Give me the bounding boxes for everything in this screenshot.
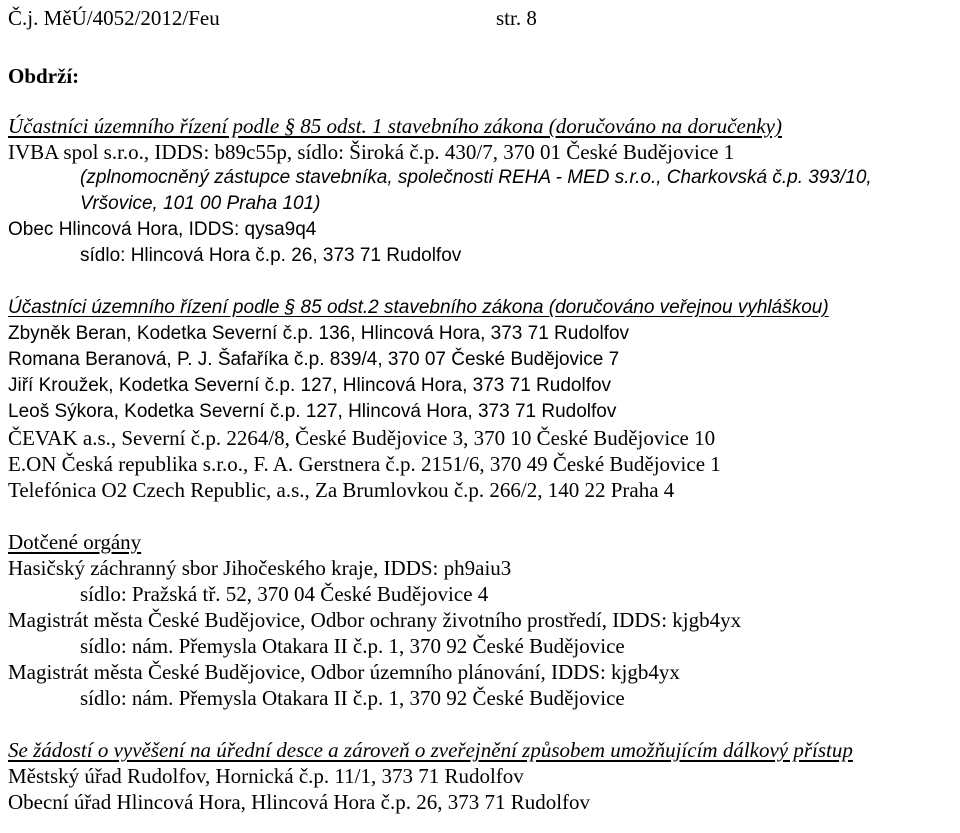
recipient-line: sídlo: Hlincová Hora č.p. 26, 373 71 Rudolfov <box>80 245 462 266</box>
list-item: Romana Beranová, P. J. Šafaříka č.p. 839/4, 370 07 České Budějovice 7 <box>8 349 620 370</box>
list-item: E.ON Česká republika s.r.o., F. A. Gerstnera č.p. 2151/6, 370 49 České Budějovice 1 <box>8 452 721 476</box>
recipients-heading: Obdrží: <box>8 64 80 88</box>
recipient-line: Magistrát města České Budějovice, Odbor ochrany životního prostředí, IDDS: kjgb4yx <box>8 608 742 632</box>
recipient-line: sídlo: Pražská tř. 52, 370 04 České Budějovice 4 <box>80 582 489 606</box>
page-number: str. 8 <box>496 6 537 30</box>
section-title: Účastníci územního řízení podle § 85 odst.2 stavebního zákona (doručováno veřejnou vyhláškou) <box>8 297 829 318</box>
section-title: Účastníci územního řízení podle § 85 odst. 1 stavebního zákona (doručováno na doručenky) <box>8 114 782 138</box>
recipient-line: Hasičský záchranný sbor Jihočeského kraje, IDDS: ph9aiu3 <box>8 556 512 580</box>
recipient-line: Obec Hlincová Hora, IDDS: qysa9q4 <box>8 219 317 240</box>
list-item: Leoš Sýkora, Kodetka Severní č.p. 127, Hlincová Hora, 373 71 Rudolfov <box>8 401 617 422</box>
document-reference: Č.j. MěÚ/4052/2012/Feu <box>8 6 220 30</box>
list-item: Jiří Kroužek, Kodetka Severní č.p. 127, Hlincová Hora, 373 71 Rudolfov <box>8 375 612 396</box>
section-title: Dotčené orgány <box>8 530 142 554</box>
list-item: Zbyněk Beran, Kodetka Severní č.p. 136, Hlincová Hora, 373 71 Rudolfov <box>8 323 630 344</box>
recipient-line: Vršovice, 101 00 Praha 101) <box>80 193 321 214</box>
list-item: ČEVAK a.s., Severní č.p. 2264/8, České Budějovice 3, 370 10 České Budějovice 10 <box>8 426 716 450</box>
recipient-line: Magistrát města České Budějovice, Odbor územního plánování, IDDS: kjgb4yx <box>8 660 680 684</box>
recipient-line: sídlo: nám. Přemysla Otakara II č.p. 1, 370 92 České Budějovice <box>80 634 625 658</box>
recipient-line: IVBA spol s.r.o., IDDS: b89c55p, sídlo: Široká č.p. 430/7, 370 01 České Budějovice 1 <box>8 140 735 164</box>
recipient-line: (zplnomocněný zástupce stavebníka, společnosti REHA - MED s.r.o., Charkovská č.p. 393/10, <box>80 167 872 188</box>
recipient-line: Městský úřad Rudolfov, Hornická č.p. 11/1, 373 71 Rudolfov <box>8 764 524 788</box>
recipient-line: sídlo: nám. Přemysla Otakara II č.p. 1, 370 92 České Budějovice <box>80 686 625 710</box>
recipient-line: Obecní úřad Hlincová Hora, Hlincová Hora č.p. 26, 373 71 Rudolfov <box>8 790 591 814</box>
list-item: Telefónica O2 Czech Republic, a.s., Za Brumlovkou č.p. 266/2, 140 22 Praha 4 <box>8 478 675 502</box>
section-title: Se žádostí o vyvěšení na úřední desce a zároveň o zveřejnění způsobem umožňujícím dálkový přístup <box>8 738 853 762</box>
